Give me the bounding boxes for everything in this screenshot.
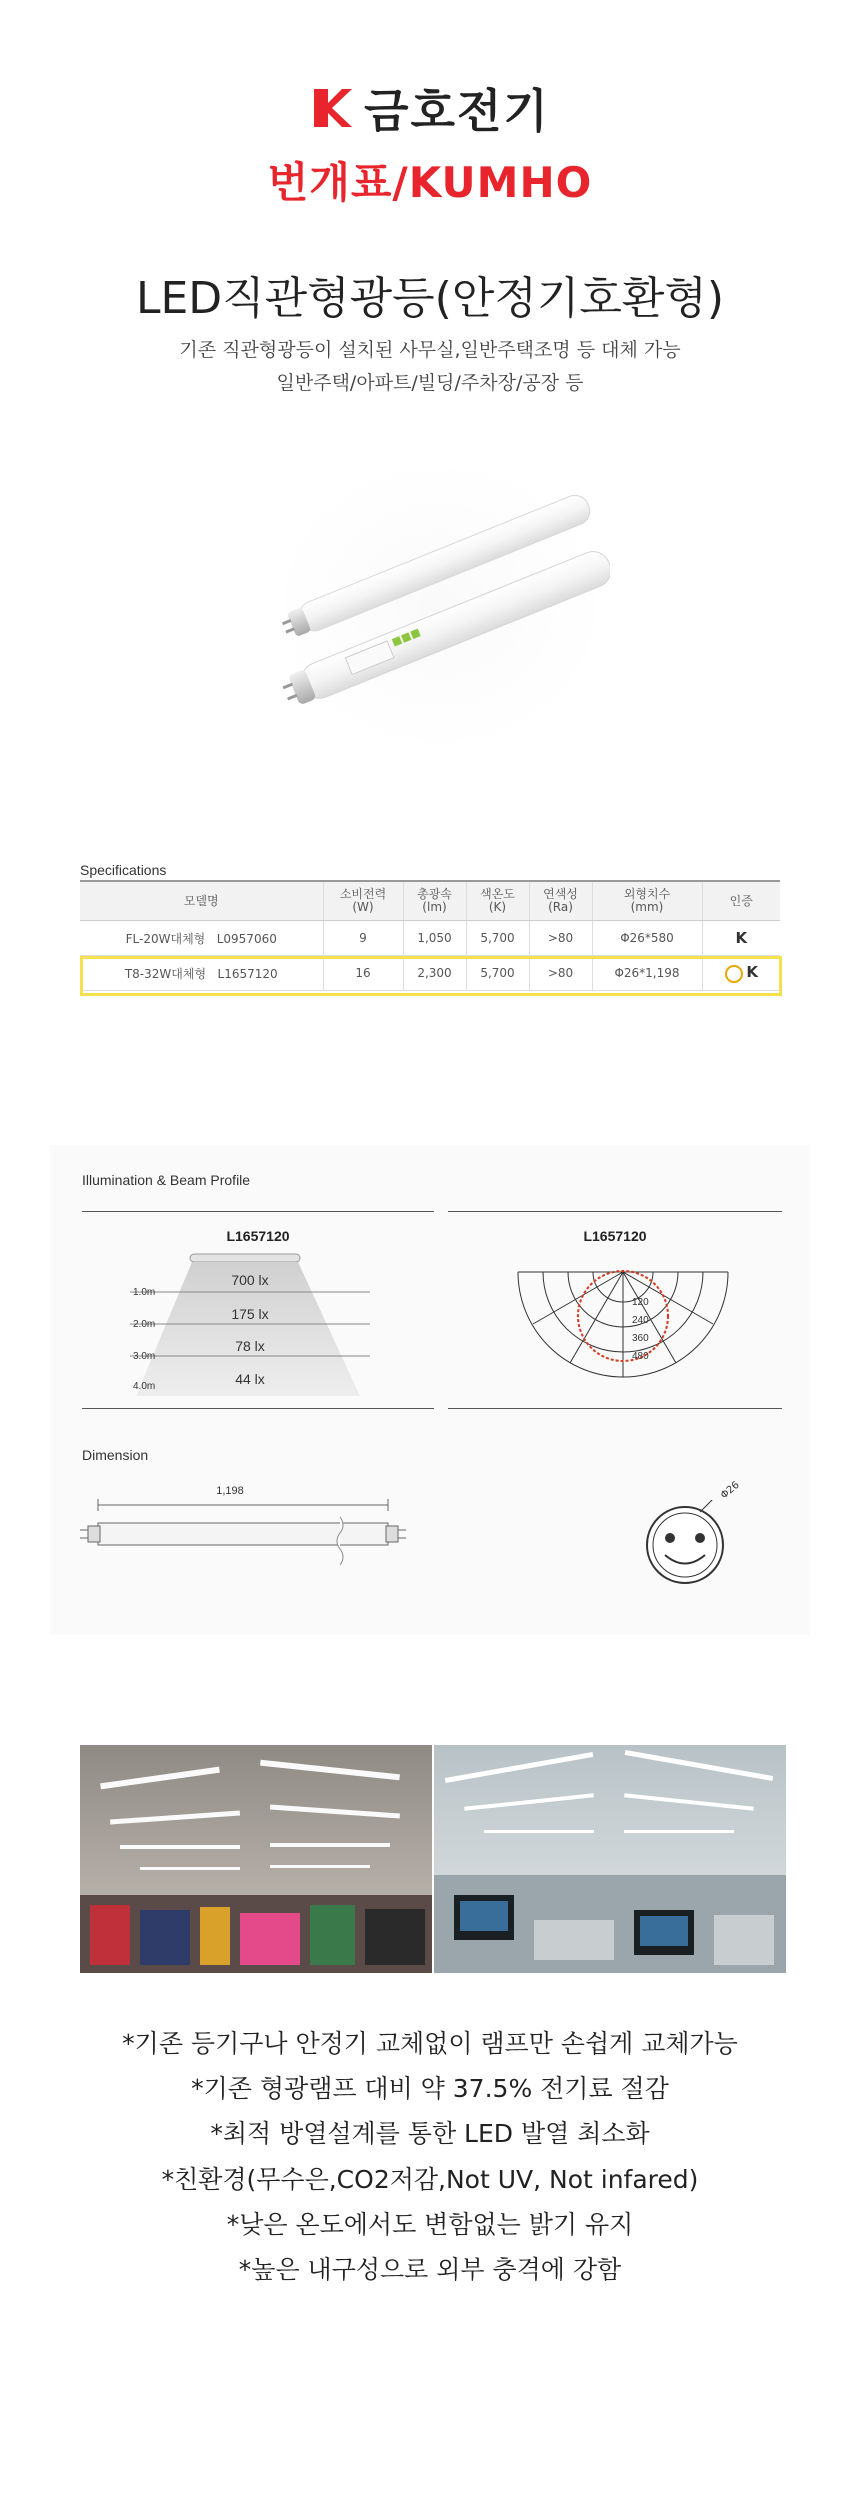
cell-cert [702, 956, 780, 991]
diameter-label: Φ26 [718, 1479, 742, 1502]
feature-item: *높은 내구성으로 외부 충격에 강함 [238, 2255, 622, 2284]
cell-cri: >80 [529, 921, 592, 956]
product-image [270, 455, 610, 755]
header-cri: 연색성 (Ra) [529, 881, 592, 921]
product-subtitle-2: 일반주택/아파트/빌딩/주차장/공장 등 [276, 372, 584, 394]
cell-size: Φ26*580 [592, 921, 702, 956]
factory-photo [434, 1745, 786, 1973]
feature-item: *친환경(무수은,CO2저감,Not UV, Not infared) [161, 2165, 699, 2194]
illumination-label: Illumination & Beam Profile [82, 1172, 251, 1188]
distance-label: 3.0m [133, 1351, 156, 1362]
kumho-k-icon [310, 85, 354, 131]
distance-label: 1.0m [133, 1287, 156, 1298]
polar-label: 240 [632, 1315, 649, 1326]
table-row [80, 921, 780, 956]
beam-panel-title: L1657120 [583, 1228, 647, 1244]
brand-logo: 번개표/KUMHO [267, 158, 593, 207]
specifications-label: Specifications [80, 862, 167, 878]
product-subtitle-1: 기존 직관형광등이 설치된 사무실,일반주택조명 등 대체 가능 [179, 339, 681, 361]
cell-model: T8-32W대체형 L1657120 [80, 956, 323, 991]
cell-cct: 5,700 [466, 956, 529, 991]
feature-item: *기존 등기구나 안정기 교체없이 램프만 손쉽게 교체가능 [122, 2029, 738, 2058]
cell-watt: 9 [323, 921, 403, 956]
lux-value: 78 lx [235, 1338, 265, 1354]
header-model: 모델명 [80, 881, 323, 921]
rule [448, 1408, 782, 1409]
feature-item: *낮은 온도에서도 변함없는 밝기 유지 [226, 2210, 634, 2239]
beam-profile-diagram [513, 1262, 733, 1392]
spec-header-row [80, 881, 780, 921]
polar-label: 120 [632, 1297, 649, 1308]
led-tube-illustration [270, 455, 610, 755]
kc-cert-icon: K [746, 963, 758, 982]
header-size: 외형치수 (mm) [592, 881, 702, 921]
illuminance-panel-title: L1657120 [226, 1228, 290, 1244]
cell-size: Φ26*1,198 [592, 956, 702, 991]
store-photo [80, 1745, 432, 1973]
tube-end-diagram [640, 1500, 730, 1590]
polar-label: 480 [632, 1351, 649, 1362]
cell-cert [702, 921, 780, 956]
cell-cct: 5,700 [466, 921, 529, 956]
table-row [80, 956, 780, 991]
polar-label: 360 [632, 1333, 649, 1344]
rule [82, 1408, 434, 1409]
header-cct: 색온도 (K) [466, 881, 529, 921]
distance-label: 2.0m [133, 1319, 156, 1330]
logo-main-text: 금호전기 [364, 84, 550, 138]
feature-item: *최적 방열설계를 통한 LED 발열 최소화 [210, 2119, 650, 2148]
cell-watt: 16 [323, 956, 403, 991]
dimension-label: Dimension [82, 1447, 149, 1463]
product-title: LED직관형광등(안정기호환형) [135, 273, 725, 324]
rule [448, 1211, 782, 1212]
distance-label: 4.0m [133, 1381, 156, 1392]
header-lumen: 총광속 (lm) [403, 881, 466, 921]
lux-value: 700 lx [231, 1272, 269, 1288]
high-efficiency-cert-icon [725, 965, 743, 983]
header-cert: 인증 [702, 881, 780, 921]
feature-item: *기존 형광램프 대비 약 37.5% 전기료 절감 [191, 2074, 669, 2103]
header-watt: 소비전력 (W) [323, 881, 403, 921]
length-label: 1,198 [216, 1485, 244, 1497]
cell-lumen: 1,050 [403, 921, 466, 956]
lux-value: 175 lx [231, 1306, 269, 1322]
rule [82, 1211, 434, 1212]
cell-cri: >80 [529, 956, 592, 991]
kc-cert-icon: K [735, 929, 748, 947]
cell-lumen: 2,300 [403, 956, 466, 991]
spec-table [80, 880, 780, 991]
cell-model: FL-20W대체형 L0957060 [80, 921, 323, 956]
lux-value: 44 lx [235, 1371, 265, 1387]
dimension-diagram [78, 1495, 408, 1565]
kumho-logo [0, 78, 860, 138]
